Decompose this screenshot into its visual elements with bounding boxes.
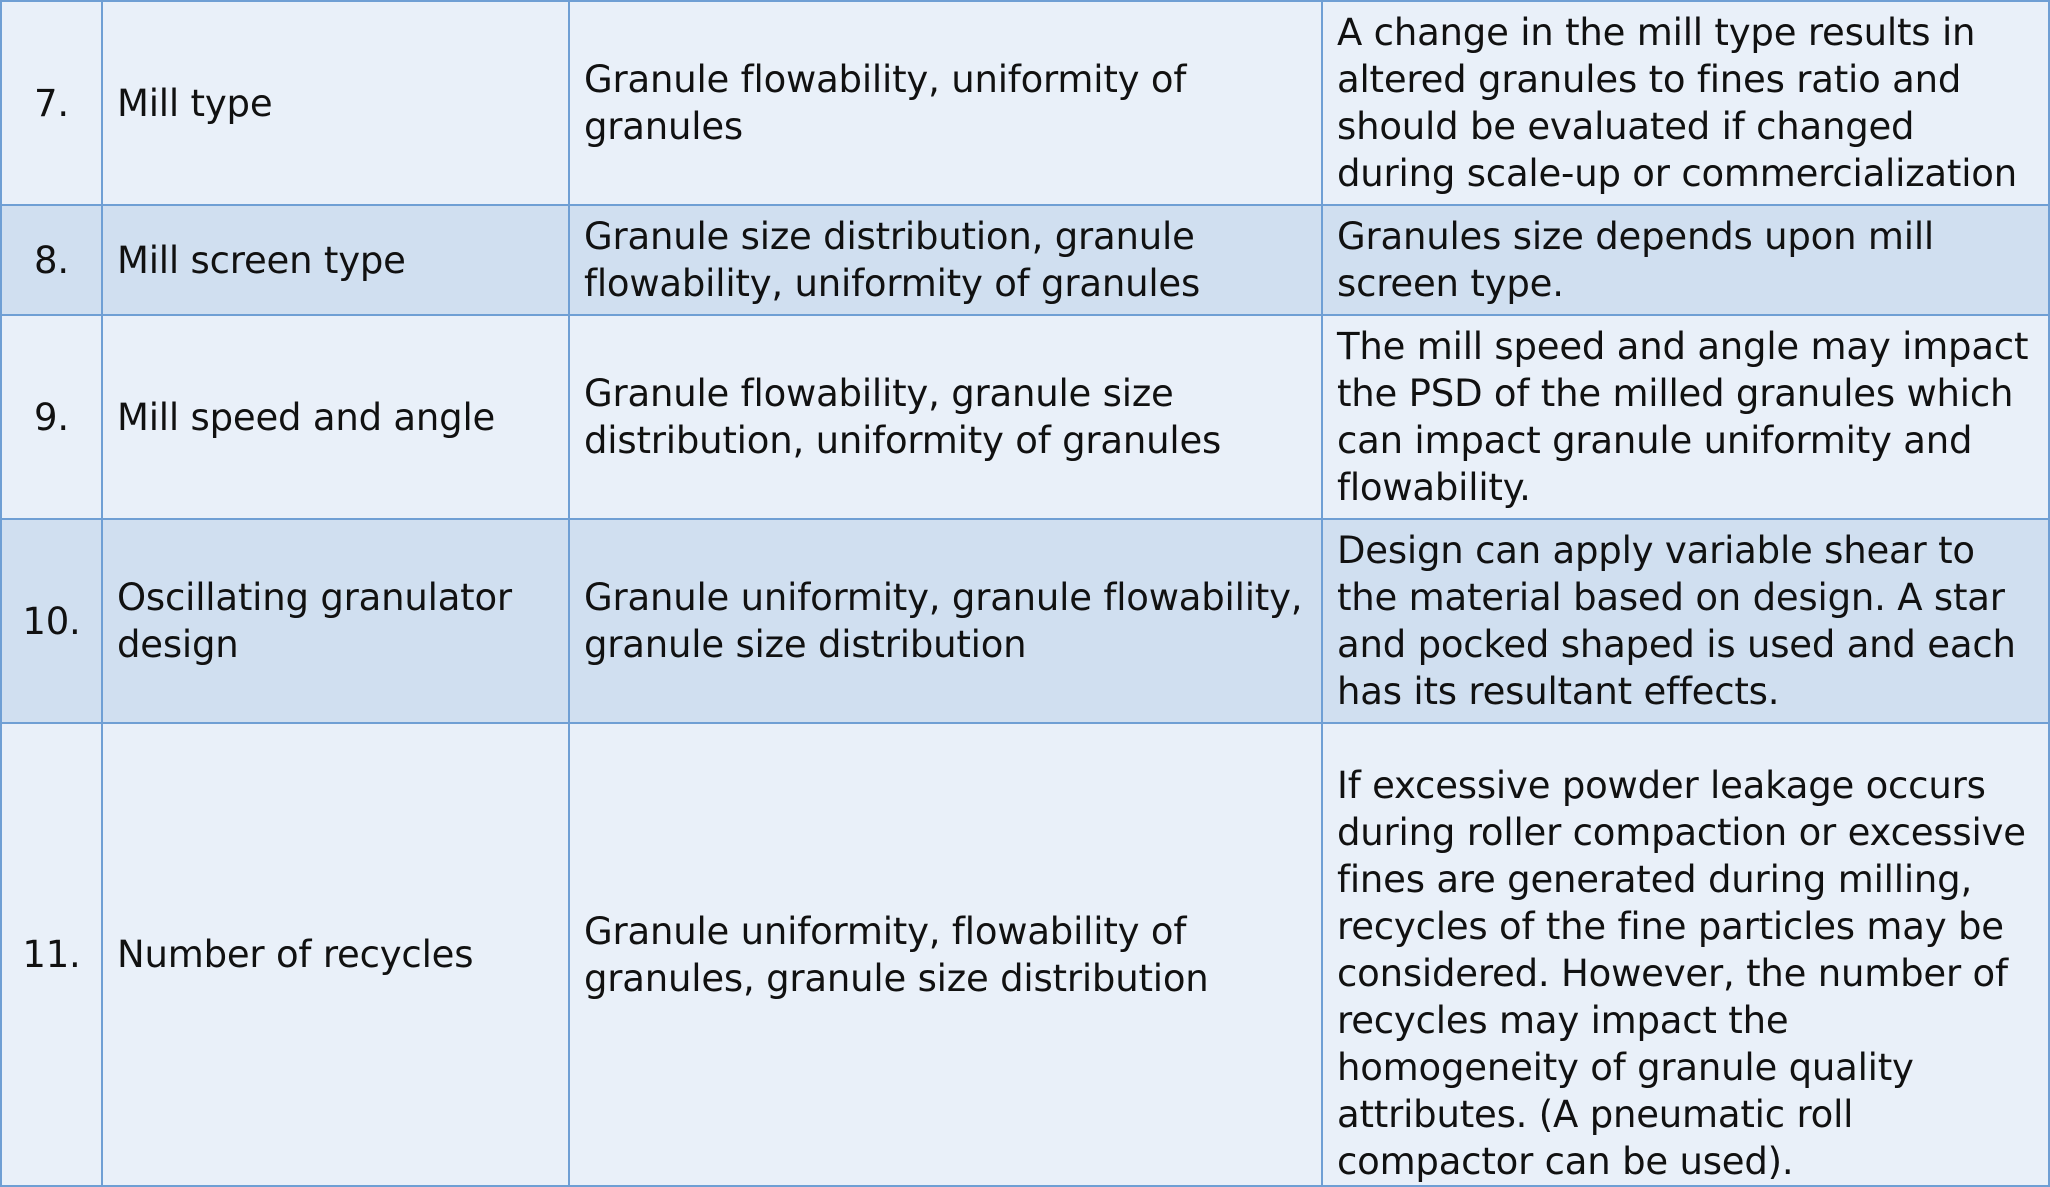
justification-cell: The mill speed and angle may impact the PSD of the milled granules which can impact granule uniformity and flowability. [1322,315,2049,519]
process-parameter-cell: Number of recycles [102,723,569,1186]
justification-cell: If excessive powder leakage occurs during roller compaction or excessive fines are generated during milling, recycles of the fine particles may be considered. However, the number of recycles may impact the homogeneity of granule quality attributes. (A pneumatic roll compactor can be used). [1322,723,2049,1186]
quality-attributes-cell: Granule flowability, granule size distribution, uniformity of granules [569,315,1322,519]
quality-attributes-cell: Granule uniformity, granule flowability, granule size distribution [569,519,1322,723]
quality-attributes-cell: Granule size distribution, granule flowability, uniformity of granules [569,205,1322,315]
row-number: 7. [1,1,102,205]
justification-cell: Design can apply variable shear to the material based on design. A star and pocked shaped is used and each has its resultant effects. [1322,519,2049,723]
quality-attributes-cell: Granule uniformity, flowability of granules, granule size distribution [569,723,1322,1186]
table-row [1,1,2049,205]
row-number: 8. [1,205,102,315]
table-row [1,519,2049,723]
table-row [1,205,2049,315]
row-number: 10. [1,519,102,723]
process-parameter-cell: Mill speed and angle [102,315,569,519]
justification-cell: A change in the mill type results in altered granules to fines ratio and should be evaluated if changed during scale-up or commercialization [1322,1,2049,205]
process-parameter-cell: Mill screen type [102,205,569,315]
row-number: 11. [1,723,102,1186]
table-row [1,315,2049,519]
quality-attributes-cell: Granule flowability, uniformity of granules [569,1,1322,205]
justification-cell: Granules size depends upon mill screen type. [1322,205,2049,315]
table-row [1,723,2049,1186]
process-parameter-cell: Mill type [102,1,569,205]
process-parameter-cell: Oscillating granulator design [102,519,569,723]
row-number: 9. [1,315,102,519]
